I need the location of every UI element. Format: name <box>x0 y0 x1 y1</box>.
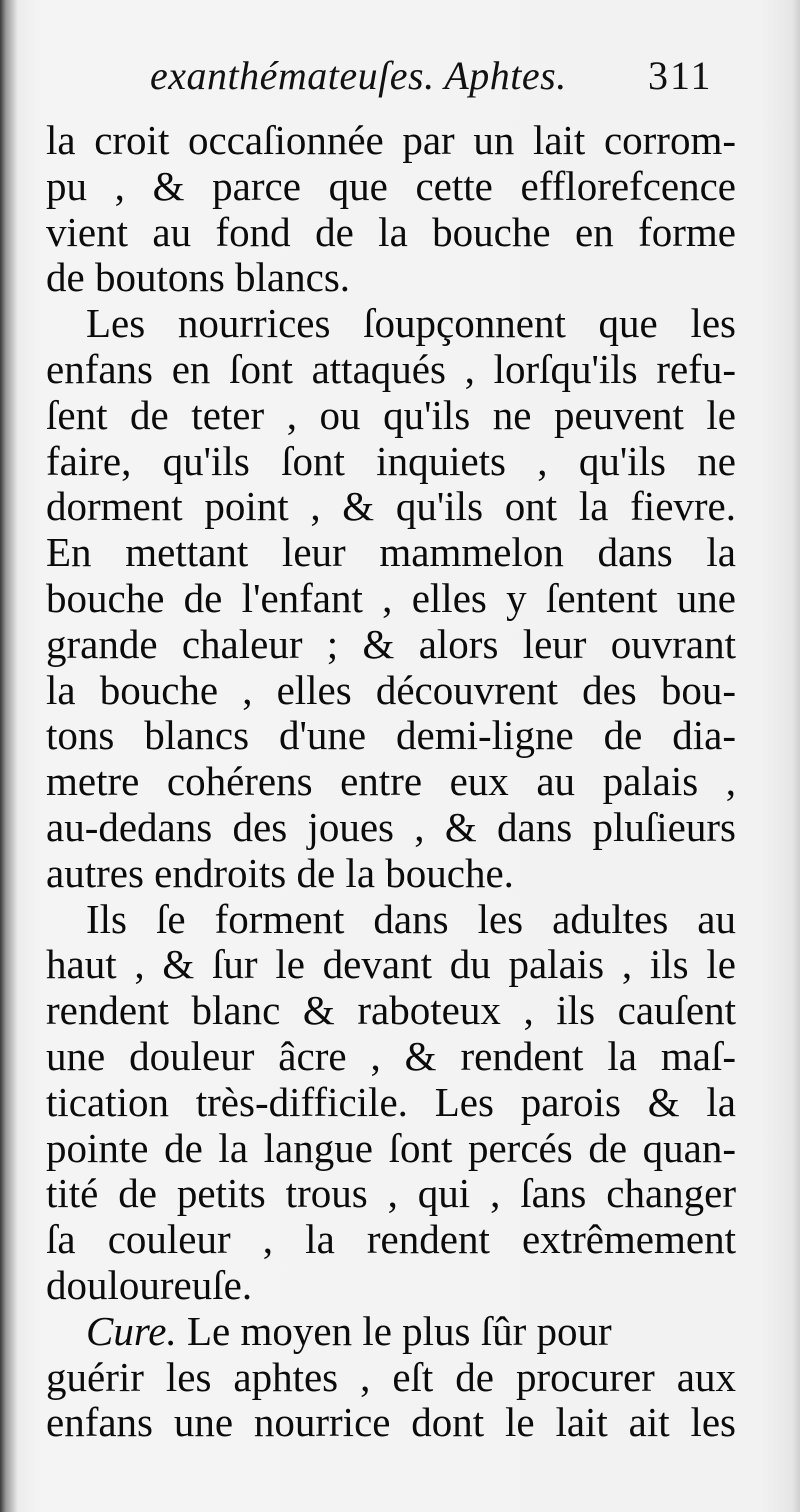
text-line: vient au fond de la bouche en forme <box>46 208 736 255</box>
text-line: tons blancs d'une demi-ligne de dia- <box>46 712 736 759</box>
text-line <box>46 1309 736 1355</box>
text-line: metre cohérens entre eux au palais , <box>46 758 736 805</box>
text-line: enfans une nourrice dont le lait ait les <box>46 1399 736 1446</box>
text-line: une douleur âcre , & rendent la maſ- <box>46 1032 736 1079</box>
cure-text: Le moyen le plus ſûr pour <box>176 1307 612 1354</box>
text-line: la croit occaſionnée par un lait corrom- <box>46 117 736 163</box>
text-line: dorment point , & qu'ils ont la fievre. <box>46 483 736 530</box>
text-line: faire, qu'ils ſont inquiets , qu'ils ne <box>46 437 736 484</box>
text-line: au-dedans des joues , & dans pluſieurs <box>46 803 736 850</box>
text-line: tité de petits trous , qui , ſans changer <box>46 1170 736 1217</box>
body-text <box>46 118 736 1446</box>
text-line: guérir les aphtes , eſt de procurer aux <box>46 1353 736 1400</box>
text-line: Ils ſe forment dans les adultes au <box>86 895 736 942</box>
text-line: de boutons blancs. <box>46 254 351 301</box>
text-line: ſent de teter , ou qu'ils ne peuvent le <box>46 391 736 438</box>
text-line: bouche de l'enfant , elles y ſentent une <box>46 574 736 621</box>
text-line: pointe de la langue ſont percés de quan- <box>46 1124 736 1171</box>
text-line: douloureuſe. <box>46 1261 253 1308</box>
text-line: autres endroits de la bouche. <box>46 849 514 896</box>
cure-heading: Cure. <box>86 1307 177 1354</box>
text-line: tication très-difficile. Les parois & la <box>46 1078 736 1125</box>
page-header <box>0 52 800 102</box>
page-number: 311 <box>648 53 713 98</box>
text-line: la bouche , elles découvrent des bou- <box>46 666 736 713</box>
text-line: haut , & ſur le devant du palais , ils le <box>46 941 736 988</box>
text-line: pu , & parce que cette efflorefcence <box>46 162 736 209</box>
text-line: enfans en ſont attaqués , lorſqu'ils refu- <box>46 345 736 392</box>
text-line: grande chaleur ; & alors leur ouvrant <box>46 620 736 667</box>
text-line: rendent blanc & raboteux , ils cauſent <box>46 987 736 1034</box>
running-head: exanthémateuſes. Aphtes. <box>150 53 567 98</box>
text-line: En mettant leur mammelon dans la <box>46 529 736 576</box>
text-line: Les nourrices ſoupçonnent que les <box>86 300 736 347</box>
text-line: ſa couleur , la rendent extrêmement <box>46 1216 736 1263</box>
